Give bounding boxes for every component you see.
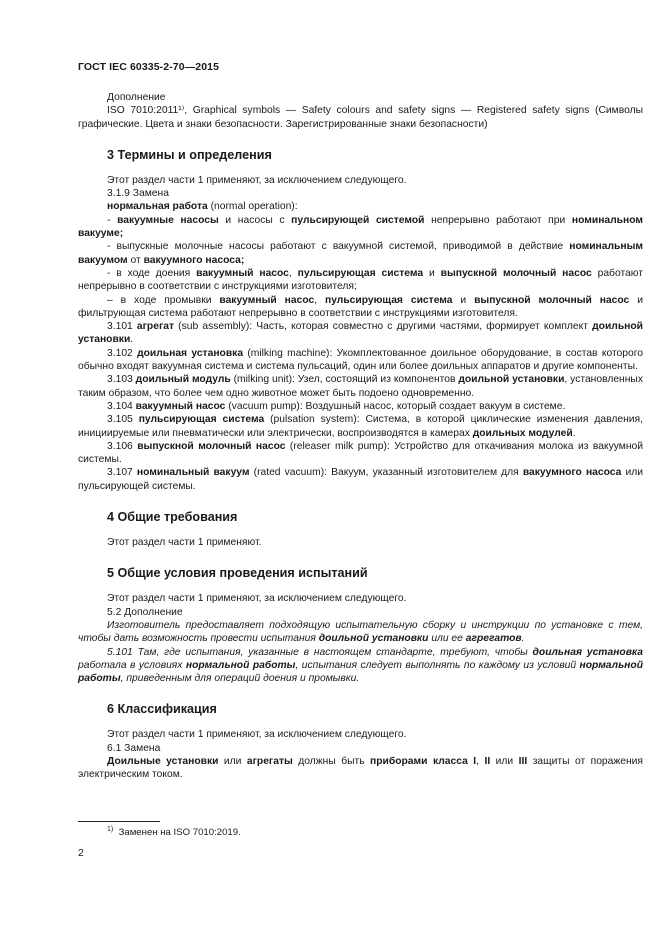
definition-3-102: 3.102 доильная установка (milking machine): Укомплектованное доильное оборудование, в состав которого обычно входят вакуумная система и система пульсаций, один или более доильных аппаратов и другие компоненты. [78, 347, 643, 373]
list-item: – в ходе промывки вакуумный насос, пульсирующая система и выпускной молочный насос и фильтрующая система работают непрерывно в соответствии с инструкциями изготовителя. [78, 294, 643, 319]
section-4-title: 4 Общие требования [107, 510, 238, 525]
clause-3-1-9: 3.1.9 Замена [107, 188, 169, 200]
definition-3-101: 3.101 агрегат (sub assembly): Часть, которая совместно с другими частями, формирует комплект доильной установки. [78, 321, 643, 346]
addendum-label: Дополнение [107, 92, 166, 103]
list-item: - выпускные молочные насосы работают с вакуумной системой, приводимой в действие номинальным вакуумом от вакуумного насоса; [78, 241, 643, 266]
addendum-text: ISO 7010:2011¹⁾, Graphical symbols — Safety colours and safety signs — Registered safety signs (Символы графические. Цвета и знаки безопасности. Зарегистрированные знаки безопасности) [78, 105, 643, 130]
footnote-mark: 1) [107, 825, 114, 833]
list-item: - в ходе доения вакуумный насос, пульсирующая система и выпускной молочный насос работают непрерывно в соответствии с инструкциями изготовителя; [78, 267, 643, 293]
clause-6-1-text: Доильные установки или агрегаты должны быть приборами класса I, II или III защиты от поражения электрическим током. [78, 755, 643, 781]
clause-5-2-text: Изготовитель предоставляет подходящую испытательную сборку и инструкции по установке с тем, чтобы дать возможность провести испытания доильной установки или ее агрегатов. [78, 619, 643, 645]
definition-3-104: 3.104 вакуумный насос (vacuum pump): Воздушный насос, который создает вакуум в системе. [107, 400, 566, 412]
footnote-text: Заменен на ISO 7010:2019. [118, 827, 241, 838]
clause-5-101: 5.101 Там, где испытания, указанные в настоящем стандарте, требуют, чтобы доильная установка работала в условиях нормальной работы, испытания следует выполнять по каждому из условий нормальной работы, приведенным для операций доения и промывки. [78, 646, 643, 685]
footnote [107, 827, 241, 838]
definition-3-105: 3.105 пульсирующая система (pulsation system): Система, в которой циклические изменения давления, инициируемые или пневматически или электрически, воспроизводятся в камерах доильных модулей. [78, 414, 643, 439]
section-4-text: Этот раздел части 1 применяют. [107, 537, 262, 549]
section-3-intro: Этот раздел части 1 применяют, за исключением следующего. [107, 174, 407, 186]
list-item: - вакуумные насосы и насосы с пульсирующей системой непрерывно работают при номинальном вакууме; [78, 214, 644, 240]
document-header: ГОСТ IEC 60335-2-70—2015 [78, 61, 220, 73]
section-5-intro: Этот раздел части 1 применяют, за исключением следующего. [107, 593, 407, 605]
section-6-title: 6 Классификация [107, 702, 217, 717]
footnote-divider [78, 821, 160, 822]
clause-5-2: 5.2 Дополнение [107, 606, 183, 618]
term-normal-operation: нормальная работа (normal operation): [107, 201, 298, 213]
definition-3-107: 3.107 номинальный вакуум (rated vacuum): Вакуум, указанный изготовителем для вакуумного насоса или пульсирующей системы. [78, 467, 643, 492]
section-6-intro: Этот раздел части 1 применяют, за исключением следующего. [107, 729, 407, 741]
section-3-title: 3 Термины и определения [107, 147, 272, 162]
section-5-title: 5 Общие условия проведения испытаний [107, 566, 368, 581]
definition-3-106: 3.106 выпускной молочный насос (releaser milk pump): Устройство для откачивания молока из вакуумной системы. [78, 440, 643, 466]
page-number: 2 [78, 847, 84, 859]
clause-6-1: 6.1 Замена [107, 742, 161, 754]
document-body [78, 91, 643, 782]
definition-3-103: 3.103 доильный модуль (milking unit): Узел, состоящий из компонентов доильной установки, установленных таким образом, что более чем одно животное может быть подоено одновременно. [78, 374, 643, 399]
